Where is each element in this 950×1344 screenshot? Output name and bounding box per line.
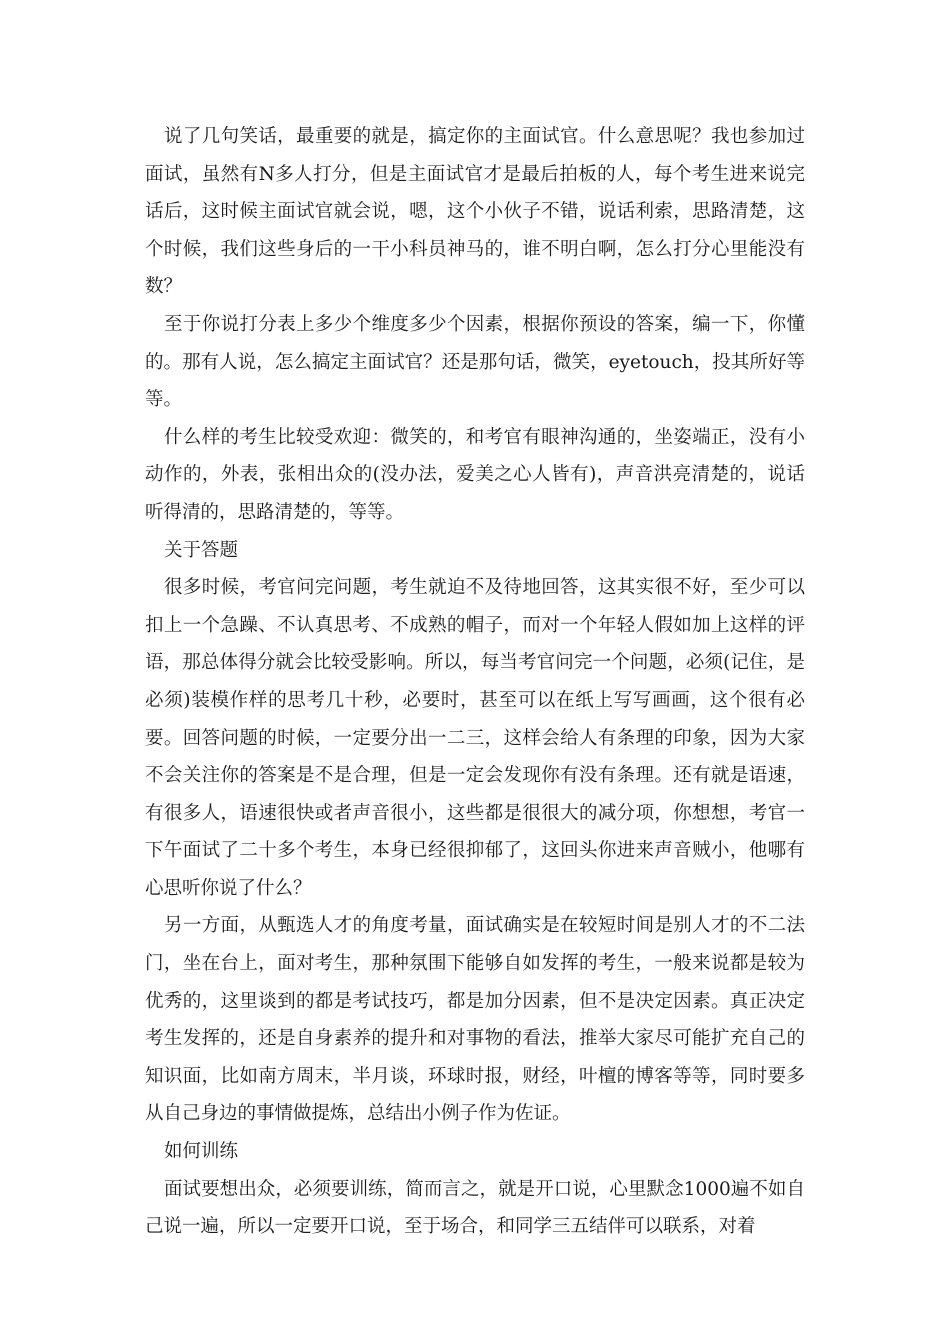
section-heading-answering: 关于答题 [164,539,239,561]
paragraph-training-tips: 面试要想出众，必须要训练，简而言之，就是开口说，心里默念1000遍不如自己说一遍，所以一定要开口说，至于场合，和同学三五结伴可以联系，对着 [145,1178,805,1238]
section-heading-training: 如何训练 [164,1141,239,1163]
paragraph-scoring-sheet: 至于你说打分表上多少个维度多少个因素，根据你预设的答案，编一下，你懂的。那有人说，怎么搞定主面试官？还是那句话，微笑，eyetouch，投其所好等等。 [145,313,805,411]
document-page [145,118,805,1246]
paragraph-main-interviewer: 说了几句笑话，最重要的就是，搞定你的主面试官。什么意思呢？我也参加过面试，虽然有N多人打分，但是主面试官才是最后拍板的人，每个考生进来说完话后，这时候主面试官就会说，嗯，这个小伙子不错，说话利索，思路清楚，这个时候，我们这些身后的一干小科员神马的，谁不明白啊，怎么打分心里能没有数？ [145,126,805,298]
paragraph-selection-perspective: 另一方面，从甄选人才的角度考量，面试确实是在较短时间是别人才的不二法门，坐在台上，面对考生，那种氛围下能够自如发挥的考生，一般来说都是较为优秀的，这里谈到的都是考试技巧，都是加分因素，但不是决定因素。真正决定考生发挥的，还是自身素养的提升和对事物的看法，推举大家尽可能扩充自己的知识面，比如南方周末，半月谈，环球时报，财经，叶檀的博客等等，同时要多从自己身边的事情做提炼，总结出小例子作为佐证。 [145,915,805,1125]
paragraph-popular-candidates: 什么样的考生比较受欢迎：微笑的，和考官有眼神沟通的，坐姿端正，没有小动作的，外表，张相出众的(没办法，爱美之心人皆有)，声音洪亮清楚的，说话听得清的，思路清楚的，等等。 [145,426,805,523]
paragraph-answering-tips: 很多时候，考官问完问题，考生就迫不及待地回答，这其实很不好，至少可以扣上一个急躁、不认真思考、不成熟的帽子，而对一个年轻人假如加上这样的评语，那总体得分就会比较受影响。所以，每当考官问完一个问题，必须(记住，是必须)装模作样的思考几十秒，必要时，甚至可以在纸上写写画画，这个很有必要。回答问题的时候，一定要分出一二三，这样会给人有条理的印象，因为大家不会关注你的答案是不是合理，但是一定会发现你有没有条理。还有就是语速，有很多人，语速很快或者声音很小，这些都是很很大的减分项，你想想，考官一下午面试了二十多个考生，本身已经很抑郁了，这回头你进来声音贼小，他哪有心思听你说了什么？ [145,577,805,899]
